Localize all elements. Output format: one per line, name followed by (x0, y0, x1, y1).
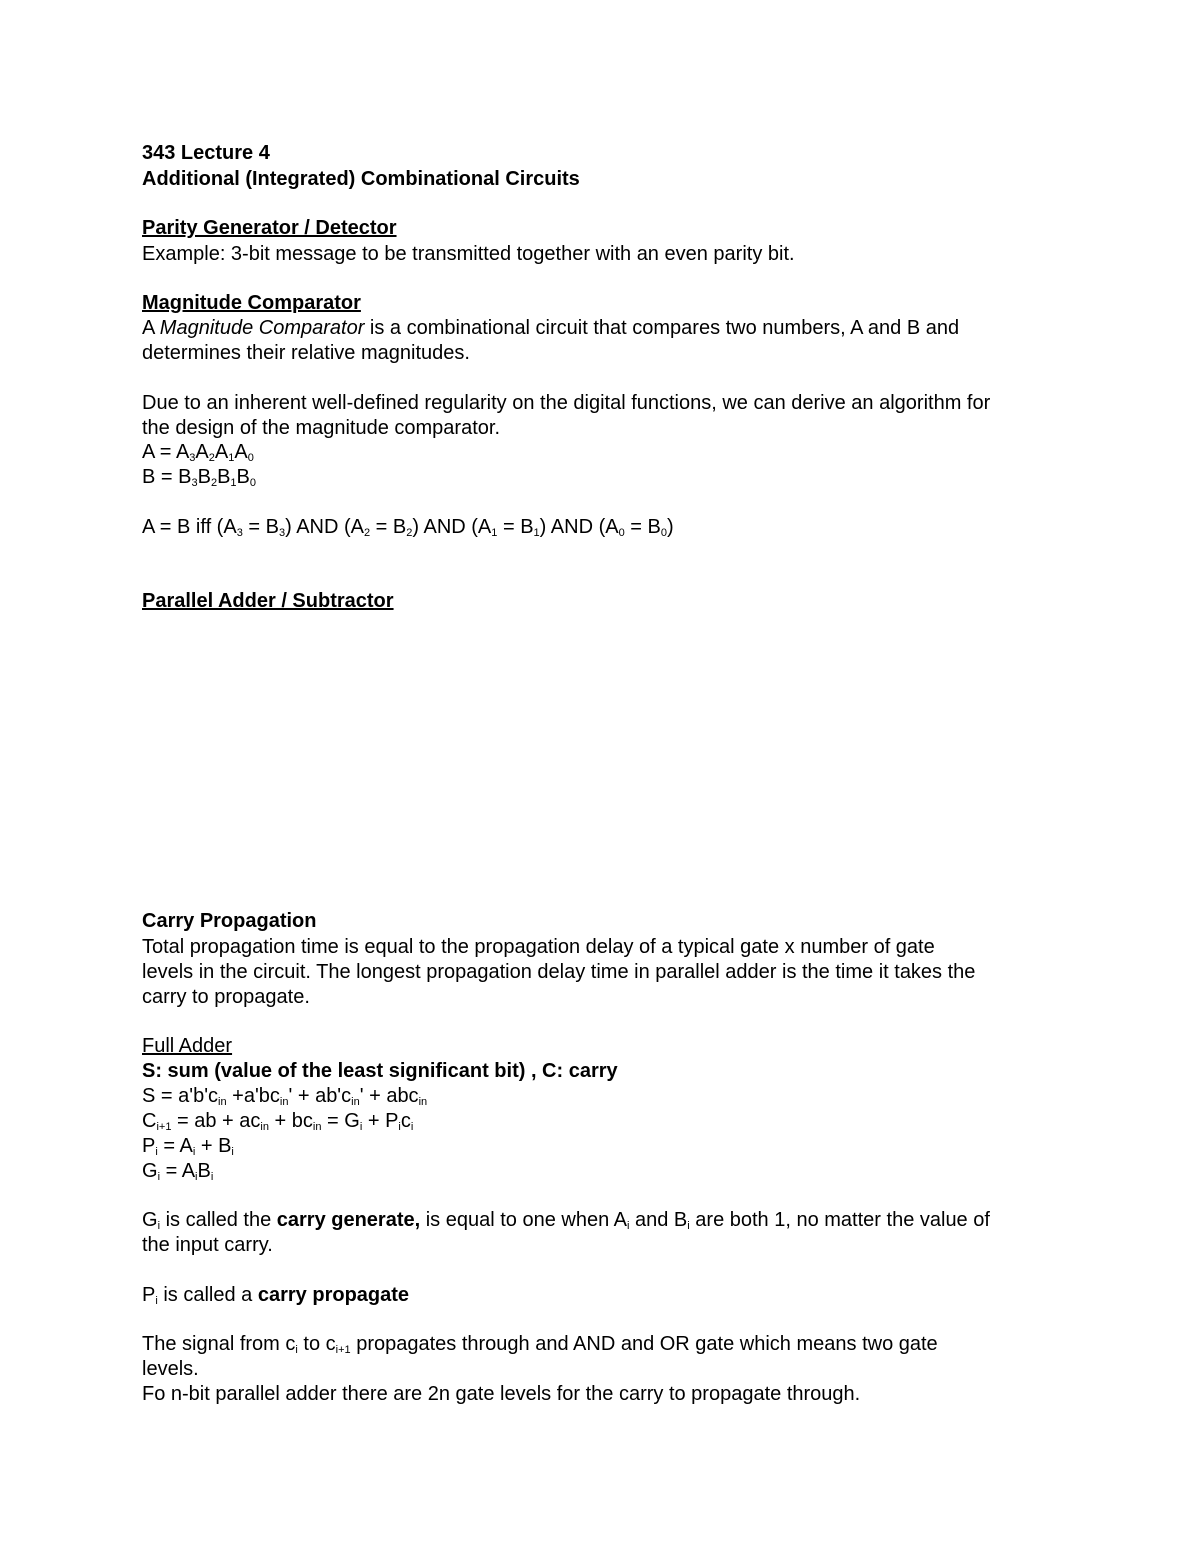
carry-heading: Carry Propagation (142, 910, 317, 932)
sum-carry-heading: S: sum (value of the least significant bit) , C: carry (142, 1060, 618, 1082)
adder-heading: Parallel Adder / Subtractor (142, 590, 394, 612)
comparator-para-line2: the design of the magnitude comparator. (142, 417, 501, 439)
equation-equality: A = B iff $(A_3 = B_3)$ AND $(A_2 = B_2)$ AND $(A_1 = B_1)$ AND $(A_0 = B_0)$ (142, 516, 674, 539)
comparator-intro: A Magnitude Comparator is a combinational circuit that compares two numbers, A and B and (142, 317, 960, 339)
carry-propagate-line: $P_i$ is called a carry propagate (142, 1284, 410, 1307)
lecture-subtitle: Additional (Integrated) Combinational Circuits (142, 168, 580, 190)
carry-generate-line1: $G_i$ is called the carry generate, is equal to one when $A_i$ and $B_i$ are both 1, no matter the value of (142, 1209, 990, 1232)
comparator-intro-line2: determines their relative magnitudes. (142, 342, 470, 364)
signal-line3: Fo n-bit parallel adder there are 2n gate levels for the carry to propagate through. (142, 1383, 861, 1405)
equation-carry: $C_{i+1}$ = ab + $ac_{in} + bc_{in} = G_i + P_ic_i$ (142, 1110, 414, 1133)
equation-sum: $S = a'b'c_{in} +a'bc_{in}' + ab'c_{in}' + abc_{in}$ (142, 1085, 428, 1108)
lecture-title: 343 Lecture 4 (142, 142, 270, 164)
carry-line1: Total propagation time is equal to the propagation delay of a typical gate x number of gate (142, 936, 935, 958)
comparator-heading: Magnitude Comparator (142, 292, 361, 314)
equation-propagate: $P_i = A_i + B_i$ (142, 1135, 234, 1158)
carry-generate-line2: the input carry. (142, 1234, 273, 1256)
parity-heading: Parity Generator / Detector (142, 217, 397, 239)
parity-example: Example: 3-bit message to be transmitted together with an even parity bit. (142, 243, 795, 265)
equation-a: $A = A_3A_2A_1A_0$ (142, 441, 254, 464)
equation-generate: $G_i = A_iB_i$ (142, 1160, 214, 1183)
comparator-term: Magnitude Comparator (159, 317, 365, 339)
comparator-para-line1: Due to an inherent well-defined regularity on the digital functions, we can derive an algorithm for (142, 392, 991, 414)
carry-line3: carry to propagate. (142, 986, 310, 1008)
signal-line2: levels. (142, 1358, 199, 1380)
carry-propagate-term: carry propagate (257, 1284, 410, 1306)
full-adder-heading: Full Adder (142, 1035, 233, 1057)
equation-b: $B = B_3B_2B_1B_0$ (142, 466, 257, 489)
signal-line1: The signal from $c_i$ to $c_{i+1}$ propagates through and AND and OR gate which means two gate (142, 1333, 938, 1356)
carry-generate-term: carry generate, (276, 1209, 421, 1231)
carry-line2: levels in the circuit. The longest propagation delay time in parallel adder is the time it takes the (142, 961, 976, 983)
